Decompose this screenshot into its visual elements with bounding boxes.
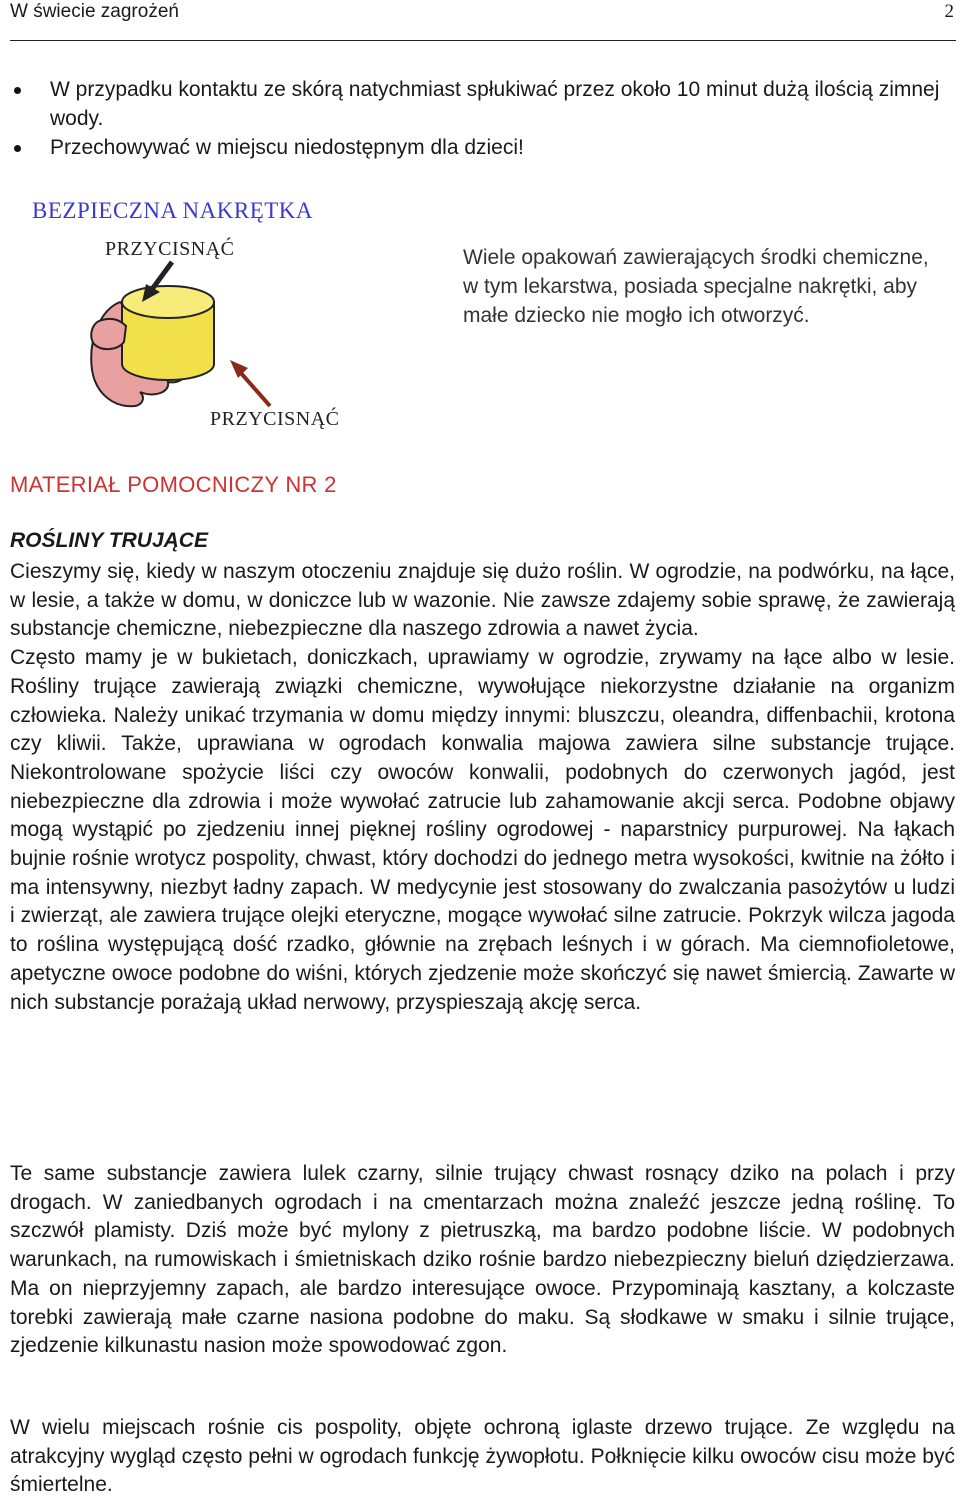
bullet-item: [0, 133, 960, 162]
paragraph-text: W wielu miejscach rośnie cis pospolity, objęte ochroną iglaste drzewo trujące. Ze względu na atrakcyjny wygląd często pełni w ogrodach funkcję żywopłotu. Połknięcie kilku owoców cisu może być śmiertelne.: [10, 1416, 955, 1497]
bullet-text: W przypadku kontaktu ze skórą natychmiast spłukiwać przez około 10 minut dużą ilością zimnej wody.: [50, 78, 940, 130]
figure-label-top: PRZYCISNĄĆ: [105, 238, 235, 260]
bullet-icon: [14, 87, 21, 94]
paragraph-2: [10, 1160, 955, 1361]
safety-cap-figure: [10, 190, 430, 440]
paragraph-text: Te same substancje zawiera lulek czarny, silnie trujący chwast rosnący dziko na polach i przy drogach. W zaniedbanych ogrodach i na cmentarzach można znaleźć jeszcze jedną roślinę. To szczwół plamisty. Dziś może być mylony z pietruszką, ma bardzo podobne liście. W podobnych warunkach, na rumowiskach i śmietniskach dziko rośnie bardzo niebezpieczny bieluń dziędzierzawa. Ma on nieprzyjemny zapach, ale bardzo interesujące owoce. Przypominają kasztany, a kolczaste torebki zawierają małe czarne nasiona podobne do maku. Są słodkawe w smaku i silnie trujące, zjedzenie kilkunastu nasion może spowodować zgon.: [10, 1162, 955, 1358]
cap-top: [122, 286, 214, 318]
subsection-title: ROŚLINY TRUJĄCE: [10, 529, 208, 552]
bullet-item: [0, 75, 960, 133]
section-title: MATERIAŁ POMOCNICZY NR 2: [10, 472, 337, 497]
figure-title: BEZPIECZNA NAKRĘTKA: [32, 198, 314, 223]
paragraph-text: Często mamy je w bukietach, doniczkach, uprawiamy w ogrodzie, zrywamy na łące albo w lesie. Rośliny trujące zawierają związki chemiczne, wywołujące niekorzystne działanie na organizm człowieka. Należy unikać trzymania w domu między innymi: bluszczu, oleandra, diffenbachii, krotona czy kliwii. Także, uprawiana w ogrodach konwalia majowa zawiera silne substancje trujące. Niekontrolowane spożycie liści czy owoców konwalii, podobnych do czerwonych jagód, jest niebezpieczne dla zdrowia i może wywołać zatrucie lub zahamowanie akcji serca. Podobne objawy mogą wystąpić po zjedzeniu innej pięknej rośliny ogrodowej - naparstnicy purpurowej. Na łąkach bujnie rośnie wrotycz pospolity, chwast, który dochodzi do jednego metra wysokości, kwitnie na żółto i ma intensywny, niezbyt ładny zapach. W medycynie jest stosowany do zwalczania pasożytów u ludzi i zwierząt, ale zawiera trujące olejki eteryczne, mogące wywołać silne zatrucie. Pokrzyk wilcza jagoda to roślina występującą dość rzadko, głównie na zrębach leśnych i w górach. Ma ciemnofioletowe, apetyczne owoce podobne do wiśni, których zjedzenie może skończyć się nawet śmiercią. Zawarte w nich substancje porażają układ nerwowy, przyspieszają akcję serca.: [10, 646, 955, 1014]
bullet-icon: [14, 145, 21, 152]
header-divider: [10, 40, 956, 41]
bullet-list: [0, 75, 960, 162]
paragraph-text: Cieszymy się, kiedy w naszym otoczeniu znajduje się dużo roślin. W ogrodzie, na podwórku, na łące, w lesie, a także w domu, w doniczce lub w wazonie. Nie zawsze zdajemy sobie sprawę, że zawierają substancje chemiczne, niebezpieczne dla naszego zdrowia a nawet życia.: [10, 560, 955, 641]
page-header: [0, 0, 960, 44]
header-title: W świecie zagrożeń: [10, 1, 179, 22]
figure-label-bottom: PRZYCISNĄĆ: [210, 408, 340, 430]
arrow-bottom-shaft: [240, 372, 270, 406]
paragraph-1: [10, 558, 955, 1017]
figure-description: Wiele opakowań zawierających środki chemiczne, w tym lekarstwa, posiada specjalne nakrętki, aby małe dziecko nie mogło ich otworzyć.: [463, 246, 929, 327]
paragraph-3: [10, 1414, 955, 1500]
page-number: 2: [944, 1, 954, 22]
hand-pressing-cap-illustration: [80, 260, 300, 420]
bullet-text: Przechowywać w miejscu niedostępnym dla dzieci!: [50, 136, 524, 159]
thumb-shape: [91, 319, 126, 349]
